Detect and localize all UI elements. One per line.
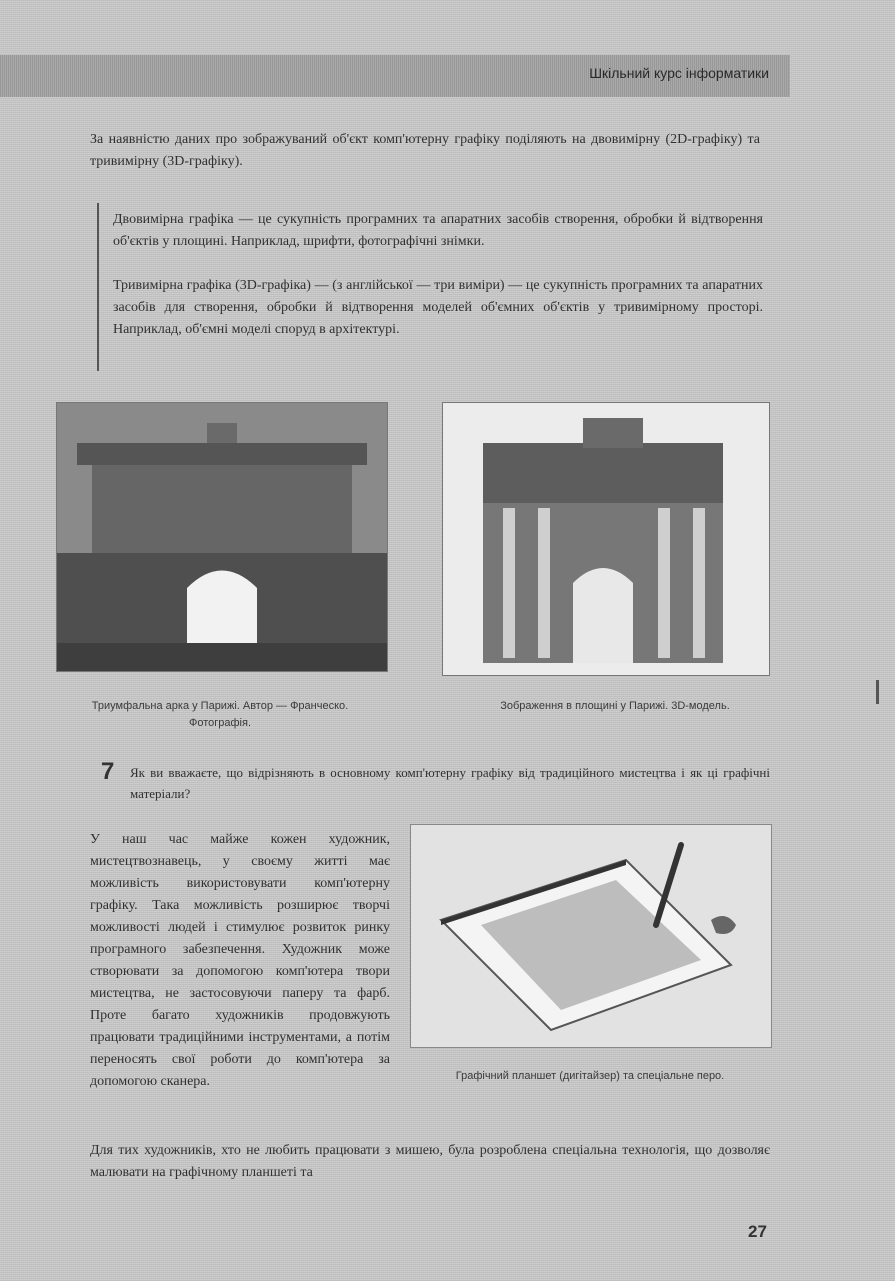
tablet-photo [410,824,772,1048]
definition-box [97,203,769,371]
intro-paragraph: За наявністю даних про зображуваний об'єкт комп'ютерну графіку поділяють на двовимірну (2D-графіку) та тривимірну (3D-графіку). [90,132,760,169]
figure-caption-1: Триумфальна арка у Парижі. Автор — Франческо. Фотографія. [91,700,349,729]
figure-caption-2: Зображення в площині у Парижі. 3D-модель. [500,700,730,712]
arch-photo [56,402,388,672]
question-number: 7 [101,758,115,785]
running-header-title: Шкільний курс інформатики [589,65,769,81]
margin-mark [876,680,879,704]
definition-2d: Двовимірна графіка — це сукупність програмних та апаратних засобів створення, обробки й відтворення об'єктів у площині. Наприклад, шрифти, фотографічні знімки. [113,212,763,249]
page-number: 27 [748,1222,767,1241]
definition-3d: Тривимірна графіка (3D-графіка) — (з англійської — три виміри) — це сукупність програмних та апаратних засобів для створення, обробки й відтворення моделей об'ємних об'єктів у тривимірному просторі. Наприклад, об'ємні моделі споруд в архітектурі. [113,278,763,337]
question-text: Як ви вважаєте, що відрізняють в основному комп'ютерну графіку від традиційного мистецтва і як ці графічні матеріали? [130,765,770,801]
arch-3d-model [442,402,770,676]
body-paragraph-bottom: Для тих художників, хто не любить працювати з мишею, була розроблена спеціальна технологія, що дозволяє малювати на графічному планшеті та [90,1143,770,1180]
body-paragraph-left: У наш час майже кожен художник, мистецтвознавець, у своєму житті має можливість використовувати комп'ютерну графіку. Така можливість розширює творчі можливості людей і стимулює розвиток ринку програмного забезпечення. Художник може створювати за допомогою комп'ютера твори мистецтва, не застосовуючи паперу та фарб. Проте багато художників продовжують працювати традиційними інструментами, а потім переносять свої роботи до комп'ютера за допомогою сканера. [90,832,390,1089]
figure-caption-3: Графічний планшет (дигітайзер) та спеціальне перо. [455,1070,725,1082]
